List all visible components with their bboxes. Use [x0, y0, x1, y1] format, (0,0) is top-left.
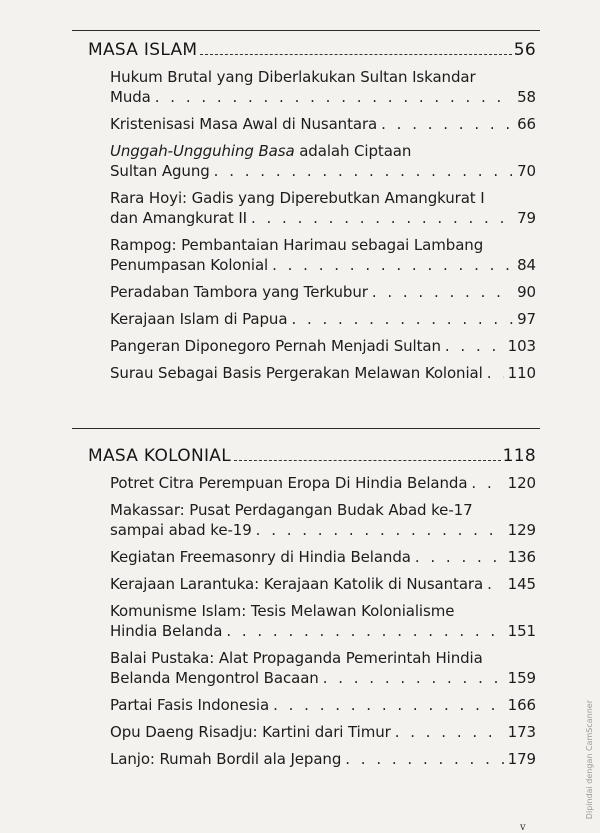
section-title: MASA ISLAM [88, 40, 198, 60]
entry-title-line1: Makassar: Pusat Perdagangan Budak Abad ke-17 [110, 501, 473, 519]
dot-leader [273, 695, 504, 715]
toc-entry [110, 601, 536, 641]
section-heading [88, 40, 536, 60]
toc-entry [110, 695, 536, 715]
dot-leader [155, 87, 513, 107]
toc-entry [110, 473, 536, 493]
entry-title-line2: Muda [110, 88, 151, 106]
entry-title: Partai Fasis Indonesia [110, 696, 270, 714]
entry-page: 70 [517, 162, 536, 180]
entry-page: 58 [517, 88, 536, 106]
entry-title: Peradaban Tambora yang Terkubur [110, 283, 368, 301]
entry-page: 66 [517, 115, 536, 133]
toc-entry [110, 114, 536, 134]
toc-entry [110, 188, 536, 228]
dot-leader [445, 336, 504, 356]
entry-title: Kerajaan Larantuka: Kerajaan Katolik di Nusantara [110, 575, 484, 593]
entry-list [110, 67, 536, 383]
dot-leader [272, 255, 513, 275]
entry-page: 166 [507, 696, 536, 714]
toc-entry [110, 749, 536, 769]
dot-leader [487, 363, 504, 383]
entry-page: 136 [507, 548, 536, 566]
section-divider-rule [72, 428, 540, 429]
dot-leader [323, 668, 504, 688]
dot-leader [415, 547, 504, 567]
entry-page: 120 [507, 474, 536, 492]
entry-page: 151 [507, 622, 536, 640]
entry-title-italic: Unggah-Ungguhing Basa [110, 142, 295, 160]
entry-list [110, 473, 536, 769]
entry-page: 79 [517, 209, 536, 227]
dot-leader [471, 473, 503, 493]
section-page: 56 [513, 40, 536, 60]
entry-page: 145 [507, 575, 536, 593]
entry-title: Kerajaan Islam di Papua [110, 310, 288, 328]
entry-title: Kegiatan Freemasonry di Hindia Belanda [110, 548, 411, 566]
toc-entry [110, 363, 536, 383]
entry-page: 84 [517, 256, 536, 274]
section-masa-kolonial [88, 446, 536, 769]
entry-title-line1: Rampog: Pembantaian Harimau sebagai Lambang [110, 236, 484, 254]
entry-page: 159 [507, 669, 536, 687]
entry-title-line2: Belanda Mengontrol Bacaan [110, 669, 319, 687]
section-heading [88, 446, 536, 466]
entry-title-line2: sampai abad ke-19 [110, 521, 252, 539]
toc-entry [110, 500, 536, 540]
section-page: 118 [502, 446, 536, 466]
toc-entry [110, 648, 536, 688]
dot-leader [251, 208, 513, 228]
dot-leader [395, 722, 504, 742]
dot-leader [214, 161, 513, 181]
entry-title: Kristenisasi Masa Awal di Nusantara [110, 115, 378, 133]
dot-leader [372, 282, 513, 302]
entry-title: Pangeran Diponegoro Pernah Menjadi Sultan [110, 337, 441, 355]
dot-leader [291, 309, 513, 329]
dot-leader [381, 114, 513, 134]
toc-entry [110, 574, 536, 594]
section-masa-islam [88, 40, 536, 383]
toc-entry [110, 336, 536, 356]
entry-title: Lanjo: Rumah Bordil ala Jepang [110, 750, 342, 768]
entry-title-line2: dan Amangkurat II [110, 209, 247, 227]
top-rule [72, 30, 540, 31]
entry-title: Surau Sebagai Basis Pergerakan Melawan Kolonial [110, 364, 483, 382]
toc-entry [110, 722, 536, 742]
dash-leader [234, 460, 501, 461]
entry-page: 90 [517, 283, 536, 301]
dash-leader [200, 54, 511, 55]
entry-title-line2: Sultan Agung [110, 162, 210, 180]
entry-title-line2: Penumpasan Kolonial [110, 256, 269, 274]
entry-title-rest: adalah Ciptaan [294, 142, 412, 160]
entry-page: 173 [507, 723, 536, 741]
entry-title: Opu Daeng Risadju: Kartini dari Timur [110, 723, 391, 741]
scanner-watermark: Dipindai dengan CamScanner [585, 700, 594, 820]
entry-page: 97 [517, 310, 536, 328]
dot-leader [345, 749, 503, 769]
entry-title-line1: Rara Hoyi: Gadis yang Diperebutkan Amangkurat I [110, 189, 485, 207]
toc-entry [110, 141, 536, 181]
toc-entry [110, 282, 536, 302]
entry-title-line1: Komunisme Islam: Tesis Melawan Kolonialisme [110, 602, 455, 620]
dot-leader [487, 574, 504, 594]
toc-entry [110, 235, 536, 275]
dot-leader [256, 520, 504, 540]
toc-entry [110, 547, 536, 567]
toc-entry [110, 309, 536, 329]
entry-page: 129 [507, 521, 536, 539]
entry-title-line2: Hindia Belanda [110, 622, 223, 640]
toc-entry [110, 67, 536, 107]
entry-page: 110 [507, 364, 536, 382]
footer-mark: v [520, 822, 526, 833]
entry-title-line1: Balai Pustaka: Alat Propaganda Pemerintah Hindia [110, 649, 483, 667]
entry-page: 179 [507, 750, 536, 768]
entry-page: 103 [507, 337, 536, 355]
section-title: MASA KOLONIAL [88, 446, 232, 466]
dot-leader [226, 621, 503, 641]
entry-title-line1: Hukum Brutal yang Diberlakukan Sultan Iskandar [110, 68, 476, 86]
entry-title: Potret Citra Perempuan Eropa Di Hindia Belanda [110, 474, 468, 492]
